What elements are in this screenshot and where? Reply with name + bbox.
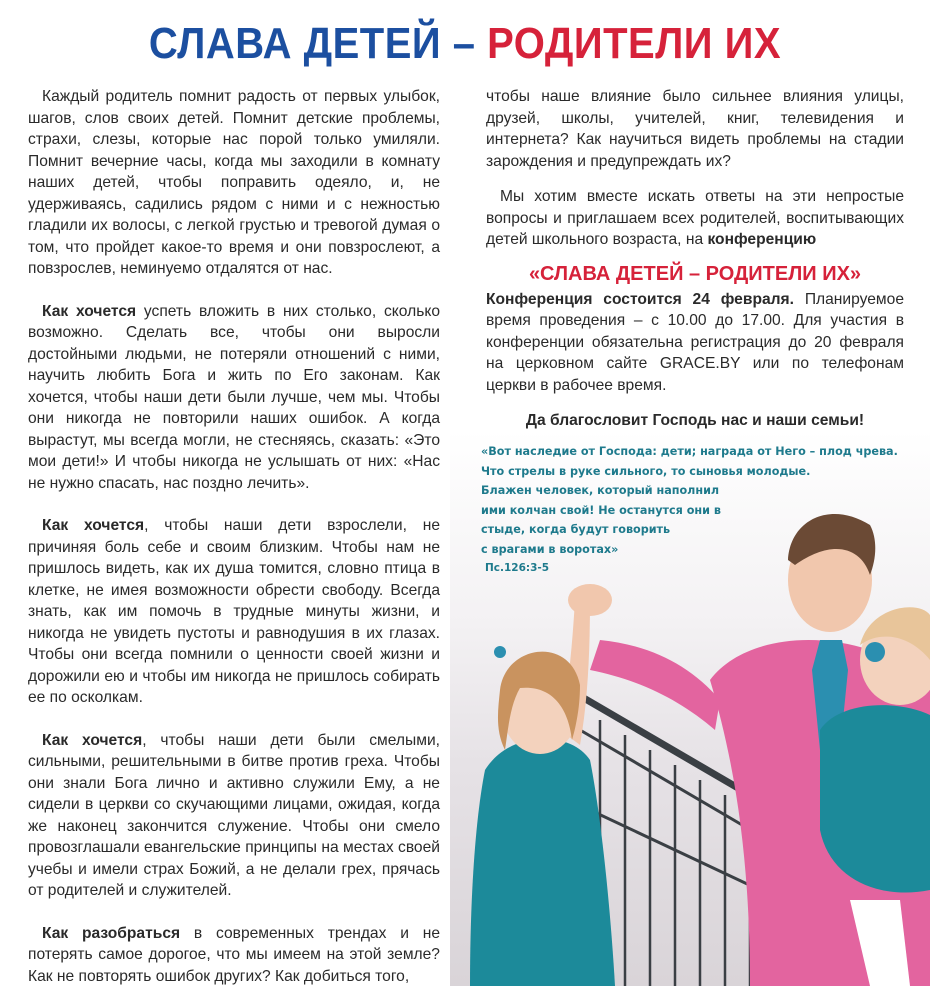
paragraph-7 (486, 186, 904, 251)
paragraph-2-text: успеть вложить в них столько, сколько возможно. Сделать все, чтобы они выросли достойными людьми, не потеряли отношений с ними, научить любить Бога и жить по Его законам. Как хочется, чтобы наши дети были лучше, чем мы. Чтобы они никогда не повторили наших ошибок. А когда вырастут, мы всегда могли, не стесняясь, сказать: «Это мои дети!» И чтобы никогда не услышать от них: «Нас не нужно спасать, нас поздно лечить». (28, 302, 440, 492)
paragraph-8-text: Планируемое время проведения – с 10.00 до 17.00. Для участия в конференции обязательна регистрация до 20 февраля на церковном сайте GRACE.BY или по телефонам церкви в рабочее время. (486, 290, 904, 394)
paragraph-7-bold: конференцию (707, 231, 817, 248)
paragraph-5-lead: Как разобраться (42, 924, 181, 942)
paragraph-5 (28, 923, 440, 988)
paragraph-3-lead: Как хочется (42, 517, 145, 534)
paragraph-4-text: , чтобы наши дети были смелыми, сильными, решительными в битве против греха. Чтобы они знали Бога лично и активно служили Ему, а не сидели в церкви со скучающими лицами, ожидая, когда же наконец закончится служение. Чтобы они смело провозглашали евангельские принципы на местах своей учебы и имели страх Божий, а не делали грех, прячась от родителей и служителей. (28, 731, 440, 899)
paragraph-2-lead: Как хочется (42, 302, 137, 320)
conference-title: «СЛАВА ДЕТЕЙ – РОДИТЕЛИ ИХ» (528, 262, 862, 285)
verse-line-3: Блажен человек, который наполнил (481, 484, 720, 497)
blessing-line: Да благословит Господь нас и наши семьи! (525, 412, 865, 429)
paragraph-2 (28, 301, 440, 495)
title-part-2: РОДИТЕЛИ ИХ (487, 20, 782, 68)
bible-verse (481, 442, 901, 579)
verse-line-2: Что стрелы в руке сильного, то сыновья молодые. (481, 464, 811, 478)
paragraph-8 (486, 289, 904, 397)
paragraph-5-text: в современных трендах и не потерять самое дорогое, что мы имеем на этой земле? Как не повторять ошибок других? Как добиться того, (28, 924, 440, 985)
paragraph-6: чтобы наше влияние было сильнее влияния улицы, друзей, школы, учителей, книг, телевидения и интернета? Как научиться видеть проблемы на стадии зарождения и предупреждать их? (486, 88, 904, 170)
paragraph-3 (28, 515, 440, 709)
title-part-1: СЛАВА ДЕТЕЙ (148, 20, 442, 68)
title-separator: – (441, 20, 488, 68)
paragraph-7-text: Мы хотим вместе искать ответы на эти непростые вопросы и приглашаем всех родителей, воспитывающих детей школьного возраста, на (486, 188, 904, 248)
verse-line-6: с врагами в воротах» (481, 542, 619, 556)
paragraph-1: Каждый родитель помнит радость от первых улыбок, шагов, слов своих детей. Помнит детские проблемы, страхи, слезы, которые нас порой только умиляли. Помнит вечерние часы, когда мы заходили в комнату наших детей, чтобы поправить одеяло, и, не удерживаясь, садились рядом с ними и с нежностью гладили их волосы, с легкой грустью и тревогой думая о том, что пройдет какое-то время и они повзрослеют, а повзрослев, неминуемо отдалятся от нас. (28, 88, 440, 277)
verse-line-4: ими колчан свой! Не останутся они в (481, 503, 721, 517)
page-title (0, 20, 930, 69)
verse-reference: Пс.126:3-5 (485, 562, 550, 574)
paragraph-4 (28, 730, 440, 902)
girl (470, 600, 615, 986)
left-column (28, 86, 440, 1008)
paragraph-8-lead: Конференция состоится 24 февраля. (486, 290, 794, 308)
paragraph-3-text: , чтобы наши дети взрослели, не причиняя боль себе и своим близким. Чтобы нам не пришлось видеть, как их душа томится, словно птица в клетке, не имея возможности обрести свободу. Всегда знать, как им помочь в трудные минуты жизни, и никогда не увидеть пустоты и равнодушия в их глазах. Чтобы они всегда помнили о ценности своей жизни и дорожили ею и чтобы им никогда не пришлось собирать ее по осколкам. (28, 517, 440, 706)
paragraph-4-lead: Как хочется (42, 731, 143, 749)
verse-line-1: «Вот наследие от Господа: дети; награда от Него – плод чрева. (481, 445, 898, 458)
verse-line-5: стыде, когда будут говорить (481, 523, 671, 536)
right-column (486, 86, 904, 446)
